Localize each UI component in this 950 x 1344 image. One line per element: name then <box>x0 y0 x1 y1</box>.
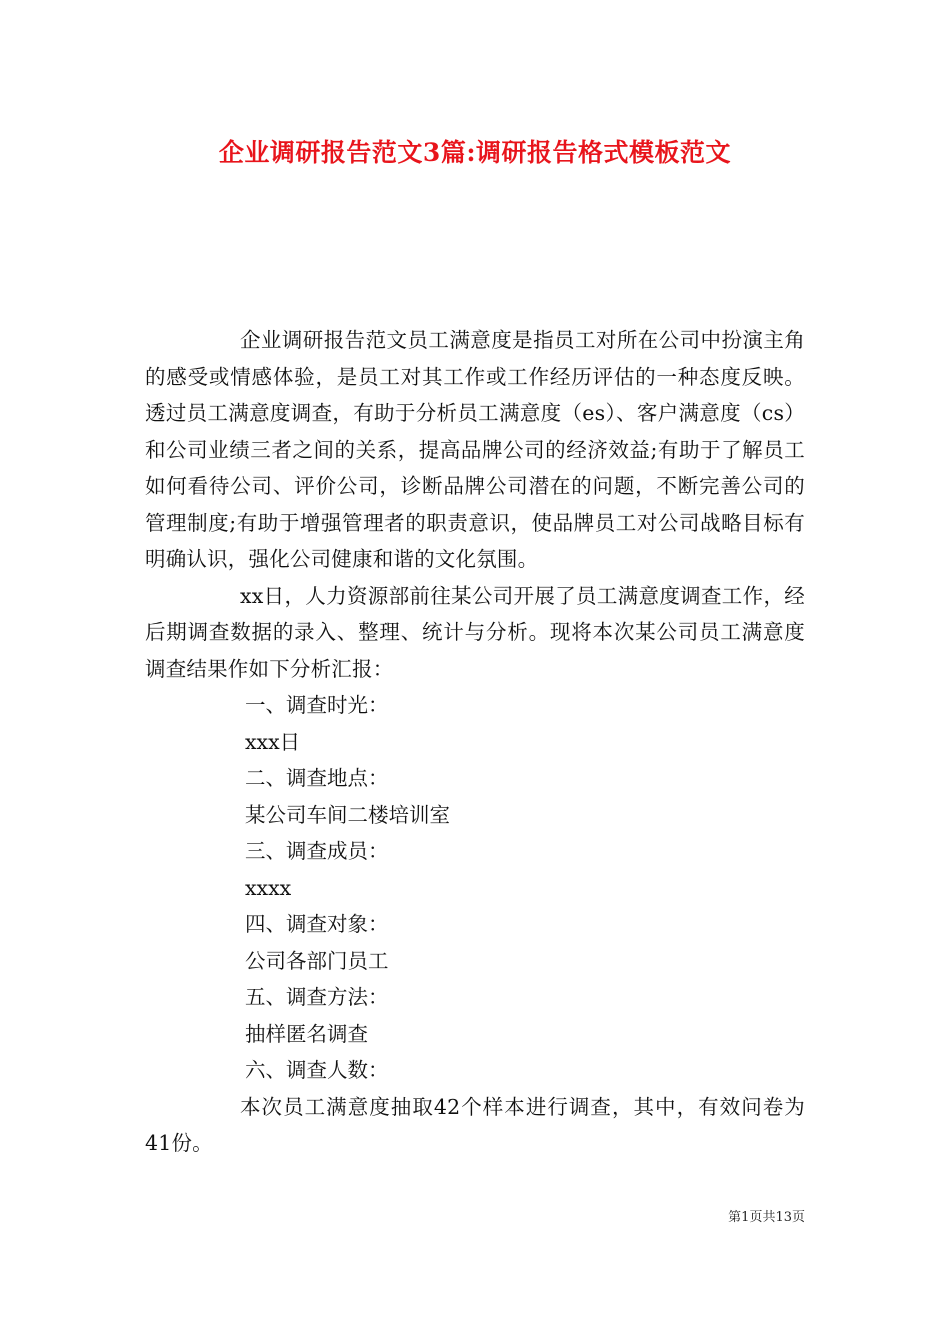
survey-members-value: xxxx <box>245 875 292 900</box>
intro-paragraph: 企业调研报告范文员工满意度是指员工对所在公司中扮演主角的感受或情感体验，是员工对其工作或工作经历评估的一种态度反映。透过员工满意度调查，有助于分析员工满意度（es）、客户满意度（cs）和公司业绩三者之间的关系，提高品牌公司的经济效益;有助于了解员工如何看待公司、评价公司，诊断品牌公司潜在的问题，不断完善公司的管理制度;有助于增强管理者的职责意识，使品牌员工对公司战略目标有明确认识，强化公司健康和谐的文化氛围。 <box>145 328 805 571</box>
survey-time-heading: 一、调查时光： <box>245 693 389 717</box>
closing-paragraph: 本次员工满意度抽取42个样本进行调查，其中，有效问卷为41份。 <box>145 1094 805 1155</box>
document-title: 企业调研报告范文3篇:调研报告格式模板范文 <box>218 138 732 167</box>
survey-location-value: 某公司车间二楼培训室 <box>245 802 450 827</box>
survey-count-heading: 六、调查人数： <box>245 1058 389 1082</box>
survey-method-heading: 五、调查方法： <box>245 985 389 1009</box>
survey-time-value: xxx日 <box>245 729 301 754</box>
survey-method-value: 抽样匿名调查 <box>245 1021 368 1046</box>
document-body <box>145 322 805 1162</box>
survey-target-value: 公司各部门员工 <box>245 948 389 973</box>
survey-members-heading: 三、调查成员： <box>245 839 389 863</box>
survey-location-heading: 二、调查地点： <box>245 766 389 790</box>
page-number: 第1页共13页 <box>728 1210 805 1225</box>
survey-paragraph: xx日，人力资源部前往某公司开展了员工满意度调查工作，经后期调查数据的录入、整理、统计与分析。现将本次某公司员工满意度调查结果作如下分析汇报： <box>145 583 805 681</box>
survey-target-heading: 四、调查对象： <box>245 912 389 936</box>
